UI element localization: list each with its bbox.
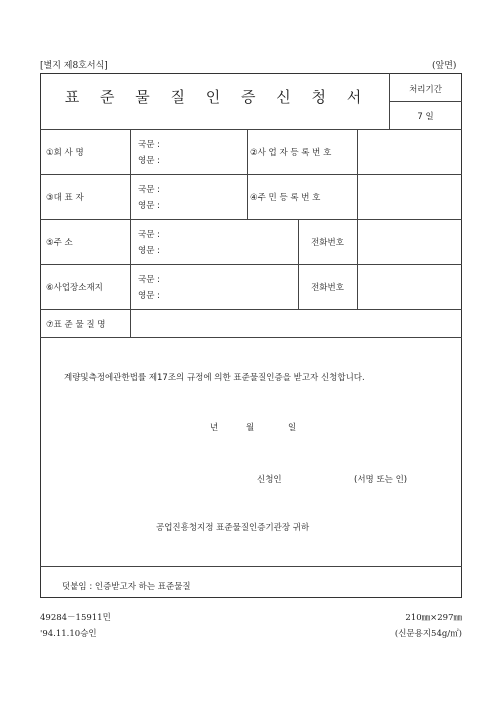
row-line-3	[40, 219, 462, 220]
paper-size: 210㎜×297㎜	[405, 613, 462, 623]
signature-label: (서명 또는 인)	[354, 475, 408, 485]
representative-label: ③대 표 자	[46, 193, 84, 203]
representative-kor-label: 국문 :	[138, 185, 160, 195]
right-column-line-b	[357, 219, 358, 309]
reference-material-field[interactable]	[134, 312, 459, 334]
recipient-line: 공업진흥청지정 표준물질인증기관장 귀하	[156, 523, 310, 533]
processing-period-label: 처리기간	[409, 85, 442, 95]
biz-reg-no-field[interactable]	[360, 132, 459, 172]
date-month-label: 월	[246, 423, 255, 433]
company-name-field[interactable]	[172, 134, 244, 170]
processing-period-value: 7 일	[417, 112, 434, 122]
resident-no-field[interactable]	[360, 177, 459, 217]
site-location-eng-label: 영문 :	[138, 291, 160, 301]
row-line-5	[40, 309, 462, 310]
address-phone-field[interactable]	[360, 222, 459, 262]
row-line-4	[40, 264, 462, 265]
attachment-note: 덧붙임 : 인증받고자 하는 표준물질	[62, 582, 191, 592]
form-code: 49284－15911민	[40, 613, 111, 623]
representative-eng-label: 영문 :	[138, 201, 160, 211]
page-side-label: (앞면)	[432, 61, 457, 71]
label-column-line	[130, 129, 131, 337]
representative-field[interactable]	[172, 179, 244, 215]
row-line-1	[40, 129, 462, 130]
address-eng-label: 영문 :	[138, 246, 160, 256]
site-location-label: ⑥사업장소재지	[46, 283, 103, 293]
address-label: ⑤주 소	[46, 238, 73, 248]
reference-material-label: ⑦표 준 물 질 명	[46, 320, 106, 330]
paper-type: (신문용지54g/㎡)	[394, 629, 462, 639]
company-name-kor-label: 국문 :	[138, 140, 160, 150]
site-phone-field[interactable]	[360, 267, 459, 307]
application-statement: 계량및측정에관한법률 제17조의 규정에 의한 표준물질인증을 받고자 신청합니다.	[64, 373, 365, 383]
date-day-label: 일	[288, 423, 297, 433]
mid-column-line-a	[247, 129, 248, 219]
site-phone-label: 전화번호	[311, 283, 344, 293]
address-kor-label: 국문 :	[138, 230, 160, 240]
resident-no-label: ④주 민 등 록 번 호	[250, 193, 321, 203]
row-line-7	[40, 566, 462, 567]
applicant-name-field[interactable]	[290, 468, 350, 484]
company-name-eng-label: 영문 :	[138, 156, 160, 166]
processing-divider	[389, 101, 462, 102]
site-location-field[interactable]	[172, 269, 294, 305]
row-line-6	[40, 337, 462, 338]
applicant-label: 신청인	[257, 475, 282, 485]
mid-column-line-b	[298, 219, 299, 309]
right-column-line-a	[357, 129, 358, 219]
date-year-label: 년	[210, 423, 219, 433]
address-field[interactable]	[172, 224, 294, 260]
address-phone-label: 전화번호	[311, 238, 344, 248]
form-number: [별지 제8호서식]	[40, 61, 108, 71]
form-title: 표 준 물 질 인 증 신 청 서	[64, 88, 370, 106]
biz-reg-no-label: ②사 업 자 등 록 번 호	[250, 148, 332, 158]
approval-date: '94.11.10승인	[40, 629, 97, 639]
site-location-kor-label: 국문 :	[138, 275, 160, 285]
row-line-2	[40, 174, 462, 175]
company-name-label: ①회 사 명	[46, 148, 84, 158]
